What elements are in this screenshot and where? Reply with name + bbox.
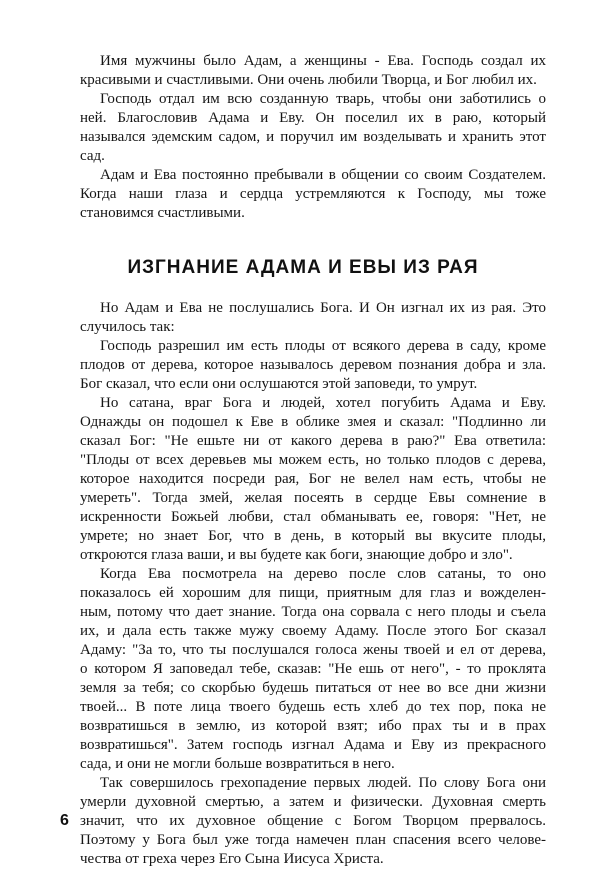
paragraph — [60, 90, 546, 166]
text-line: возвратишься". Затем господь изгнал Адама и Еву из прекрасного — [80, 737, 546, 753]
text-line: Господь отдал им всю созданную тварь, чтобы они заботились о — [100, 91, 546, 107]
text-line: Адаму: "За то, что ты послушался голоса жены твоей и ел от дерева, — [80, 642, 546, 658]
text-line: сад. — [80, 148, 105, 164]
page-body — [60, 52, 546, 869]
text-line: сада, и они не могли больше возвратиться в него. — [80, 756, 395, 772]
text-line: Господь разрешил им есть плоды от всякого дерева в саду, кроме — [100, 338, 546, 354]
paragraph — [60, 337, 546, 394]
text-line: умрете; но знает Бог, что в день, в который вы вкусите плоды, — [80, 528, 546, 544]
paragraph — [60, 394, 546, 565]
text-line: Однажды он подошел к Еве в облике змея и сказал: "Подлинно ли — [80, 414, 546, 430]
chapter-heading: ИЗГНАНИЕ АДАМА И ЕВЫ ИЗ РАЯ — [127, 257, 479, 278]
text-line: земля за тебя; со скорбью будешь питаться от нее во все дни жизни — [80, 680, 546, 696]
text-line: показалось ей хорошим для пищи, приятным для глаз и вожделен- — [80, 585, 546, 601]
text-line: случилось так: — [80, 319, 175, 335]
paragraph — [60, 299, 546, 337]
text-line: о котором Я заповедал тебе, сказав: "Не ешь от него", - то проклята — [80, 661, 546, 677]
text-line: Бог сказал, что если они ослушаются этой заповеди, то умрут. — [80, 376, 478, 392]
text-line: сказал Бог: "Не ешьте ни от какого дерева в раю?" Ева ответила: — [80, 433, 546, 449]
text-line: красивыми и счастливыми. Они очень любили Творца, и Бог любил их. — [80, 72, 537, 88]
text-line: возвратишься в землю, из которой взят; ибо прах ты и в прах — [80, 718, 546, 734]
text-section-expulsion — [60, 299, 546, 869]
text-line: становимся счастливыми. — [80, 205, 245, 221]
paragraph — [60, 52, 546, 90]
text-line: которое находится посреди рая, Бог не велел нам есть, чтобы не — [80, 471, 546, 487]
paragraph — [60, 166, 546, 223]
text-line: ней. Благословив Адама и Еву. Он поселил их в раю, который — [80, 110, 546, 126]
text-section-intro — [60, 52, 546, 223]
text-line: их, и дала есть также мужу своему Адаму. После этого Бог сказал — [80, 623, 546, 639]
text-line: ным, потому что дает знание. Тогда она сорвала с него плоды и съела — [80, 604, 546, 620]
text-line: Так совершилось грехопадение первых людей. По слову Бога они — [100, 775, 546, 791]
text-line: твоей... В поте лица твоего будешь есть хлеб до тех пор, пока не — [80, 699, 546, 715]
text-line: Поэтому у Бога был уже тогда намечен план спасения всего челове- — [80, 832, 546, 848]
text-line: назывался эдемским садом, и поручил им возделывать и хранить этот — [80, 129, 546, 145]
text-line: умереть". Тогда змей, желая посеять в сердце Евы сомнение в — [80, 490, 546, 506]
text-line: "Плоды от всех деревьев мы можем есть, но только плодов с дерева, — [80, 452, 546, 468]
text-line: Но Адам и Ева не послушались Бога. И Он изгнал их из рая. Это — [100, 300, 546, 316]
text-line: искренности Божьей любви, стал обманывать ее, говоря: "Нет, не — [80, 509, 546, 525]
text-line: чества от греха через Его Сына Иисуса Христа. — [80, 851, 384, 867]
text-line: Но сатана, враг Бога и людей, хотел погубить Адама и Еву. — [100, 395, 546, 411]
text-line: Адам и Ева постоянно пребывали в общении со своим Создателем. — [100, 167, 546, 183]
text-line: Когда Ева посмотрела на дерево после слов сатаны, то оно — [100, 566, 546, 582]
text-line: плодов от дерева, которое называлось деревом познания добра и зла. — [80, 357, 546, 373]
paragraph — [60, 565, 546, 774]
text-line: Когда наши глаза и сердца устремляются к Господу, мы тоже — [80, 186, 546, 202]
text-line: откроются глаза ваши, и вы будете как боги, знающие добро и зло". — [80, 547, 513, 563]
text-line: Имя мужчины было Адам, а женщины - Ева. Господь создал их — [100, 53, 546, 69]
paragraph — [60, 774, 546, 869]
page-number: 6 — [60, 812, 69, 829]
text-line: значит, что их духовное общение с Богом Творцом прервалось. — [80, 813, 546, 829]
text-line: умерли духовной смертью, а затем и физически. Духовная смерть — [80, 794, 546, 810]
